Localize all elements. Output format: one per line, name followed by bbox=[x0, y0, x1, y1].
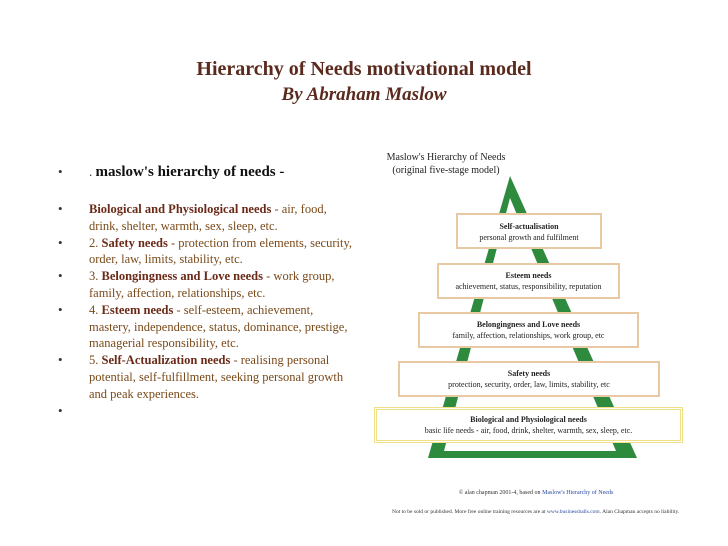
pyramid-title-line: Maslow's Hierarchy of Needs bbox=[386, 152, 506, 163]
notice-text: Not to be sold or published. More free online training resources are at bbox=[392, 509, 547, 515]
bullet-heading: maslow's hierarchy of needs - bbox=[95, 164, 285, 180]
bullet-bold: Self-Actualization needs bbox=[101, 353, 231, 368]
notice-line bbox=[392, 509, 692, 515]
bullet-text: - air, food, drink, shelter, warmth, sex, sleep, etc. bbox=[89, 202, 327, 233]
list-item bbox=[58, 352, 358, 402]
level-self-actualisation bbox=[456, 213, 602, 249]
bullet-text: - realising personal potential, self-fulfillment, seeking personal growth and peak experiences. bbox=[89, 353, 344, 401]
list-item-empty bbox=[58, 403, 358, 420]
level-name: Belongingness and Love needs bbox=[476, 320, 581, 329]
level-desc: achievement, status, responsibility, reputation bbox=[455, 282, 602, 291]
level-esteem bbox=[437, 263, 620, 299]
bullet-number: 3. bbox=[89, 269, 102, 284]
level-desc: protection, security, order, law, limits, stability, etc bbox=[448, 380, 610, 389]
list-item bbox=[58, 268, 358, 302]
bullet-text: - work group, family, affection, relationships, etc. bbox=[89, 269, 335, 300]
level-name: Safety needs bbox=[507, 369, 551, 378]
bullet-text: - self-esteem, achievement, mastery, independence, status, dominance, prestige, managerial responsibility, etc. bbox=[89, 302, 348, 351]
bullet-bold: Belongingness and Love needs bbox=[101, 269, 263, 284]
pyramid-subtitle-line: (original five-stage model) bbox=[392, 165, 500, 176]
bullet-text: - protection from elements, security, order, law, limits, stability, etc. bbox=[89, 235, 353, 267]
level-belongingness bbox=[418, 312, 639, 348]
copyright-line bbox=[400, 490, 672, 496]
bullet-glyph: • bbox=[58, 268, 63, 284]
bullet-glyph: • bbox=[58, 164, 63, 179]
notice-suffix: . Alan Chapman accepts no liability. bbox=[599, 509, 680, 515]
bullet-number: 5. bbox=[89, 353, 102, 368]
level-safety bbox=[398, 361, 660, 397]
bullet-bold: Esteem needs bbox=[101, 302, 174, 317]
level-desc: basic life needs - air, food, drink, shelter, warmth, sex, sleep, etc. bbox=[424, 426, 633, 435]
list-item bbox=[58, 302, 358, 352]
list-item bbox=[58, 235, 358, 269]
bullet-glyph: • bbox=[58, 352, 63, 368]
bullet-glyph: • bbox=[58, 201, 63, 216]
list-item bbox=[58, 162, 358, 182]
bullet-number: 4. bbox=[89, 302, 102, 317]
level-name: Self-actualisation bbox=[499, 222, 559, 231]
bullet-bold: Safety needs bbox=[101, 235, 168, 250]
bullet-prefix: . bbox=[89, 164, 96, 179]
level-desc: personal growth and fulfilment bbox=[479, 233, 579, 242]
level-name: Biological and Physiological needs bbox=[470, 415, 587, 424]
slide-subtitle: By Abraham Maslow bbox=[281, 84, 447, 105]
bullet-glyph: • bbox=[58, 402, 63, 418]
level-name: Esteem needs bbox=[505, 271, 552, 280]
level-desc: family, affection, relationships, work group, etc bbox=[452, 331, 605, 340]
bullet-number: 2. bbox=[89, 235, 102, 250]
copyright-link[interactable]: Maslow's Hierarchy of Needs bbox=[542, 490, 614, 496]
copyright-text: © alan chapman 2001-4, based on bbox=[458, 490, 543, 496]
bullet-list bbox=[58, 162, 358, 419]
bullet-bold: Biological and Physiological needs bbox=[89, 202, 272, 216]
notice-link[interactable]: www.businessballs.com bbox=[546, 509, 600, 515]
slide-title: Hierarchy of Needs motivational model bbox=[196, 58, 532, 80]
bullet-glyph: • bbox=[58, 234, 63, 250]
bullet-glyph: • bbox=[58, 301, 63, 317]
level-biological bbox=[374, 407, 683, 443]
list-item bbox=[58, 201, 358, 235]
